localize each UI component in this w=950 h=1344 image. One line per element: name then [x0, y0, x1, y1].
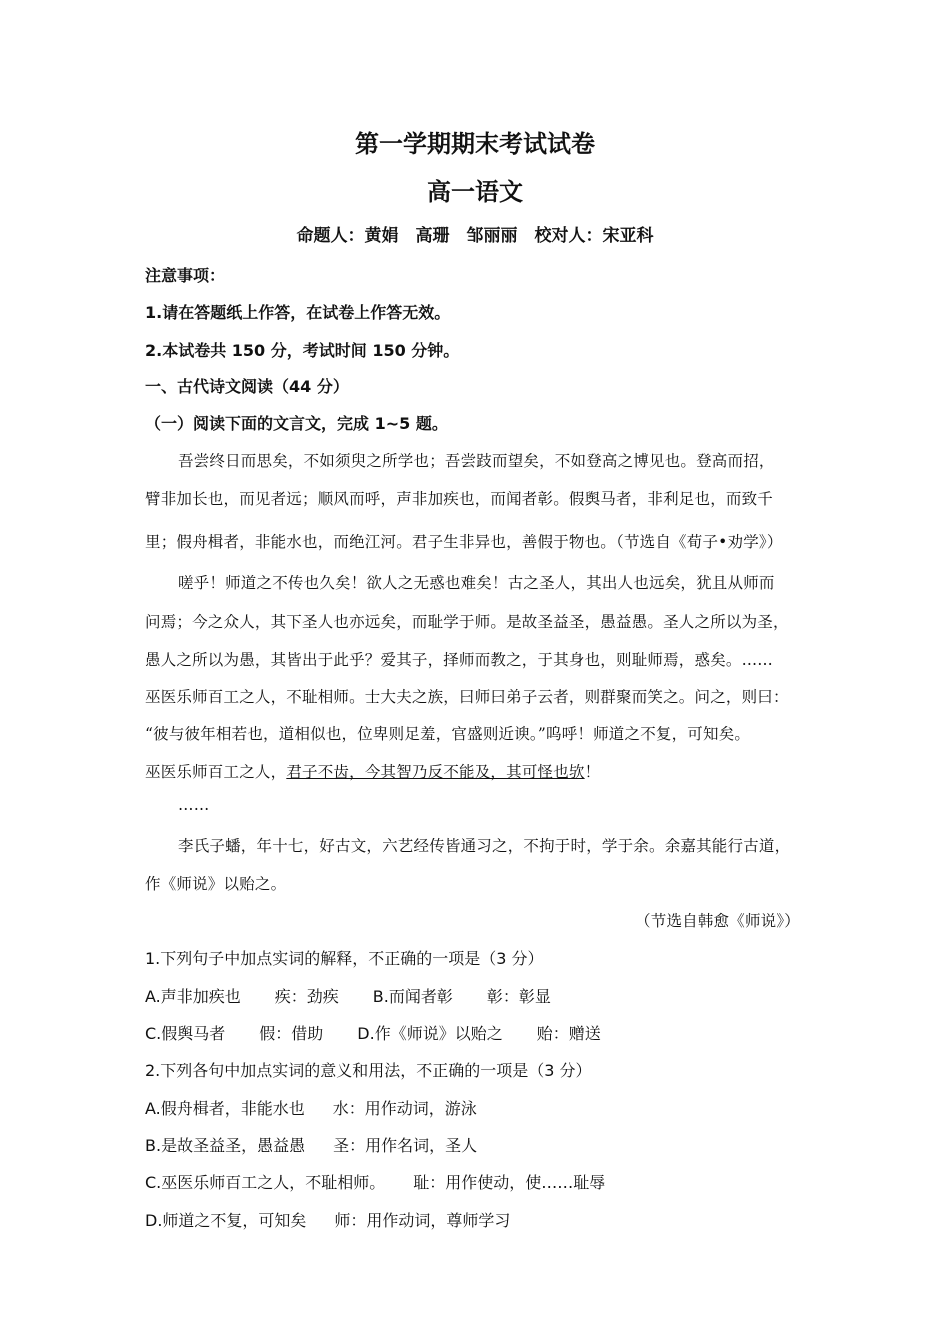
- question-1-options-cd: [145, 1021, 601, 1044]
- passage-line: 里；假舟楫者，非能水也，而绝江河。君子生非异也，善假于物也。（节选自《荀子•劝学》）: [145, 533, 783, 551]
- option-b-explanation: 圣：用作名词，圣人: [333, 1136, 478, 1155]
- option-b: B.而闻者彰: [372, 987, 453, 1006]
- passage-line: 李氏子蟠，年十七，好古文，六艺经传皆通习之，不拘于时，学于余。余嘉其能行古道，: [178, 837, 791, 855]
- option-a-explanation: 疾：劲疾: [274, 987, 339, 1006]
- option-c: C.巫医乐师百工之人，不耻相师。: [145, 1173, 386, 1192]
- source-citation: （节选自韩愈《师说》）: [635, 912, 800, 930]
- ellipsis: ……: [178, 796, 210, 814]
- option-c-explanation: 耻：用作使动，使……耻辱: [413, 1173, 606, 1192]
- question-2-option-c: [145, 1170, 605, 1193]
- passage-line: [145, 760, 600, 782]
- subsection-heading: （一）阅读下面的文言文，完成 1~5 题。: [145, 414, 448, 433]
- option-a: A.假舟楫者，非能水也: [145, 1099, 305, 1118]
- option-d-explanation: 师：用作动词，尊师学习: [334, 1211, 511, 1230]
- passage-line: 嗟乎！师道之不传也久矣！欲人之无惑也难矣！古之圣人，其出人也远矣，犹且从师而: [178, 574, 775, 592]
- passage-line: 臂非加长也，而见者远；顺风而呼，声非加疾也，而闻者彰。假舆马者，非利足也，而致千: [145, 490, 774, 508]
- passage-text: 巫医乐师百工之人，: [145, 763, 287, 781]
- passage-line: 吾尝终日而思矣，不如须臾之所学也；吾尝跂而望矣，不如登高之博见也。登高而招，: [178, 452, 775, 470]
- note-1: 1.请在答题纸上作答，在试卷上作答无效。: [145, 303, 451, 322]
- option-a-explanation: 水：用作动词，游泳: [332, 1099, 477, 1118]
- option-b: B.是故圣益圣，愚益愚: [145, 1136, 306, 1155]
- option-c-explanation: 假：借助: [259, 1024, 324, 1043]
- option-d: D.作《师说》以贻之: [357, 1024, 503, 1043]
- passage-line: “彼与彼年相若也，道相似也，位卑则足羞，官盛则近谀。”呜呼！师道之不复，可知矣。: [145, 725, 751, 743]
- passage-line: 作《师说》以贻之。: [145, 875, 287, 893]
- option-d: D.师道之不复，可知矣: [145, 1211, 307, 1230]
- passage-line: 问焉；今之众人，其下圣人也亦远矣，而耻学于师。是故圣益圣，愚益愚。圣人之所以为圣，: [145, 613, 789, 631]
- exam-title: 第一学期期末考试试卷: [355, 130, 595, 158]
- question-2-option-b: [145, 1133, 477, 1156]
- question-1-options-ab: [145, 984, 551, 1007]
- passage-line: 愚人之所以为愚，其皆出于此乎？爱其子，择师而教之，于其身也，则耻师焉，惑矣。……: [145, 651, 774, 669]
- authors-line: 命题人：黄娟 高珊 邹丽丽 校对人：宋亚科: [296, 226, 654, 246]
- question-2-option-a: [145, 1096, 477, 1119]
- notes-heading: 注意事项：: [145, 266, 226, 285]
- note-2: 2.本试卷共 150 分，考试时间 150 分钟。: [145, 341, 460, 360]
- section-heading: 一、古代诗文阅读（44 分）: [145, 377, 349, 396]
- option-c: C.假舆马者: [145, 1024, 226, 1043]
- question-2-option-d: [145, 1208, 510, 1231]
- option-b-explanation: 彰：彰显: [486, 987, 551, 1006]
- option-d-explanation: 贻：赠送: [536, 1024, 601, 1043]
- passage-text: ！: [584, 763, 601, 781]
- question-2-stem: 2.下列各句中加点实词的意义和用法，不正确的一项是（3 分）: [145, 1061, 592, 1080]
- passage-line: 巫医乐师百工之人，不耻相师。士大夫之族，曰师曰弟子云者，则群聚而笑之。问之，则曰：: [145, 688, 789, 706]
- option-a: A.声非加疾也: [145, 987, 241, 1006]
- subject-title: 高一语文: [427, 178, 523, 206]
- question-1-stem: 1.下列句子中加点实词的解释，不正确的一项是（3 分）: [145, 949, 544, 968]
- underlined-sentence: 君子不齿，今其智乃反不能及，其可怪也欤: [286, 763, 585, 781]
